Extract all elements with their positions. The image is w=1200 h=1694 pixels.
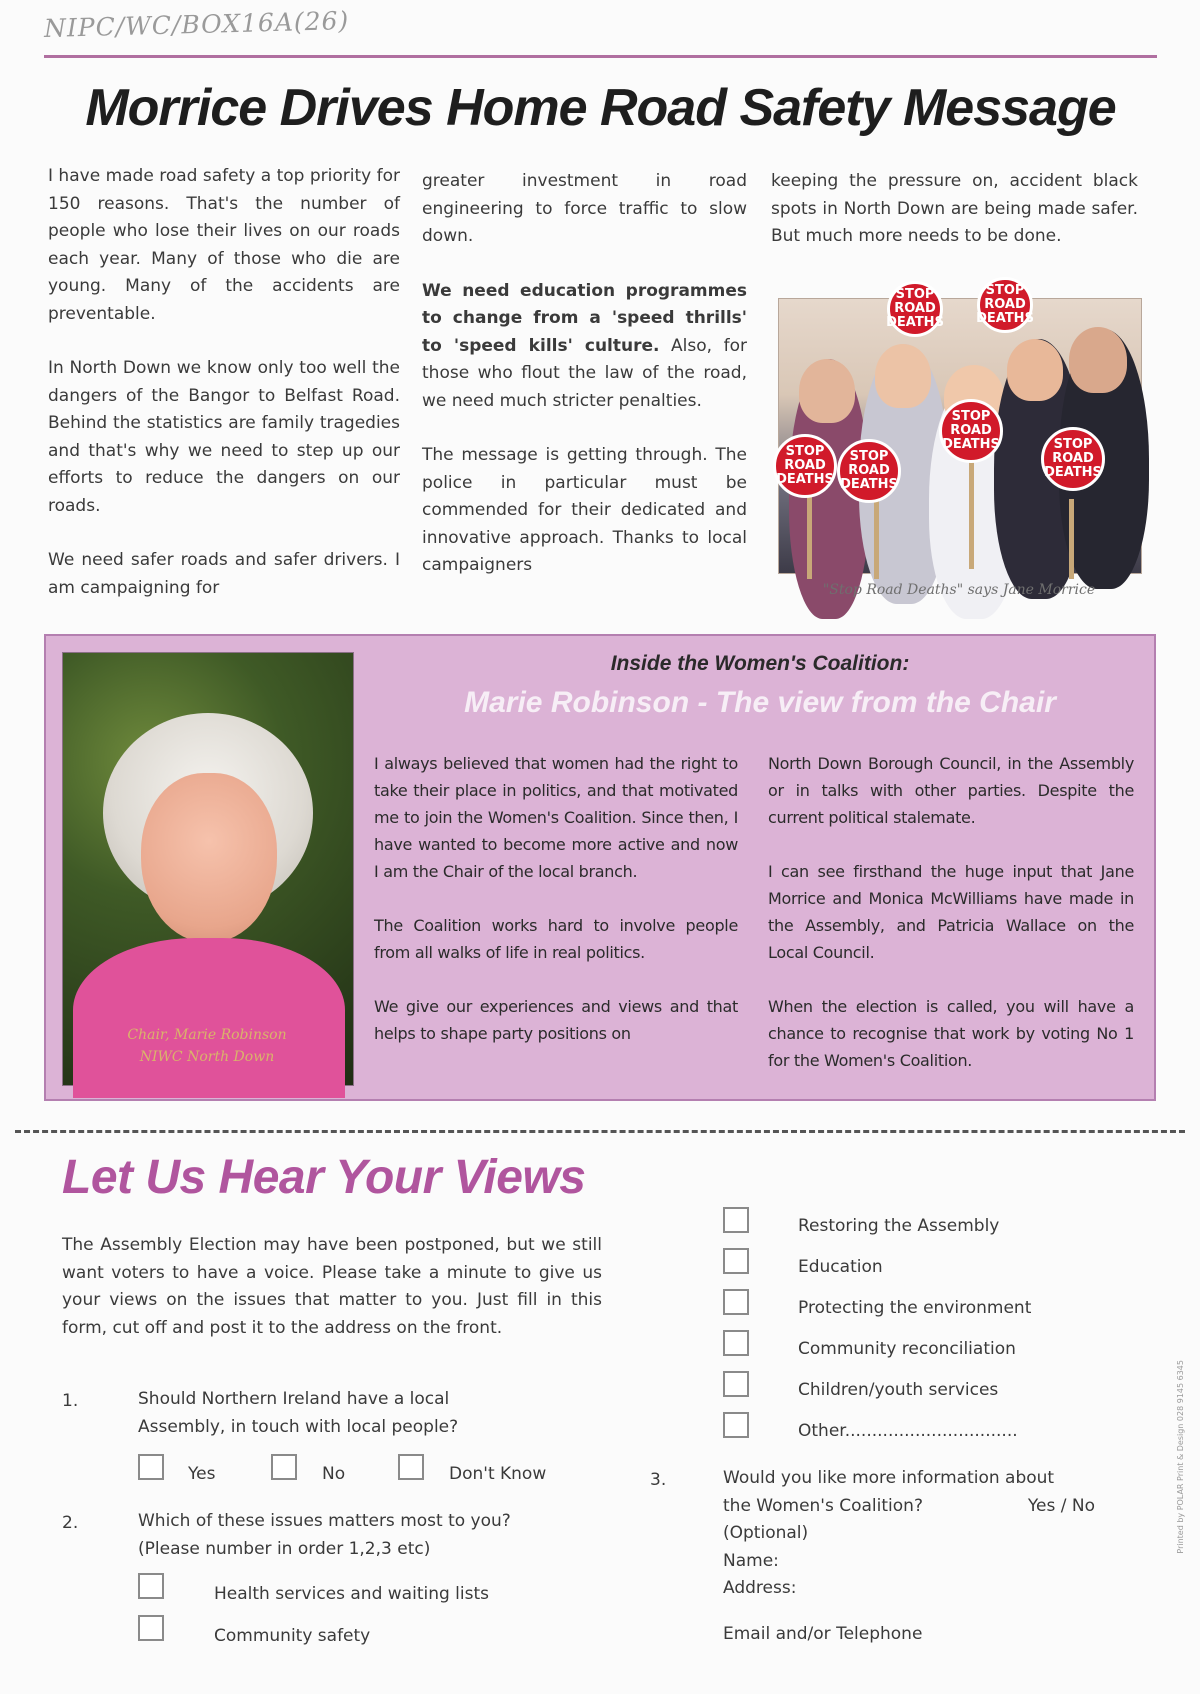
feature-paragraph: We give our experiences and views and that helps to shape party positions on bbox=[374, 997, 738, 1043]
portrait-caption bbox=[62, 1024, 352, 1068]
article-column-3 bbox=[771, 168, 1138, 278]
issue-label: Community reconciliation bbox=[798, 1339, 1016, 1359]
question-3 bbox=[723, 1465, 1123, 1603]
feature-paragraph: I always believed that women had the right to take their place in politics, and that motivated me to join the Women's Coalition. Since then, I have wanted to become more active and now I am the Chair of the local branch. bbox=[374, 754, 738, 881]
checkbox-children-youth[interactable] bbox=[723, 1371, 749, 1397]
address-field-label: Address: bbox=[723, 1578, 797, 1598]
stop-sign: STOP ROAD DEATHS bbox=[837, 439, 901, 503]
stop-sign: STOP ROAD DEATHS bbox=[939, 399, 1003, 463]
checkbox-no[interactable] bbox=[271, 1454, 297, 1480]
stop-sign: STOP ROAD DEATHS bbox=[1041, 427, 1105, 491]
question-text: Should Northern Ireland have a local bbox=[138, 1389, 450, 1409]
stop-sign: STOP ROAD DEATHS bbox=[977, 277, 1033, 333]
portrait-photo bbox=[62, 652, 354, 1086]
photo-caption: "Stop Road Deaths" says Jane Morrice bbox=[822, 582, 1096, 598]
option-label: Don't Know bbox=[449, 1464, 547, 1484]
checkbox-restoring-assembly[interactable] bbox=[723, 1207, 749, 1233]
question-text: Would you like more information about bbox=[723, 1468, 1055, 1488]
checkbox-health[interactable] bbox=[138, 1573, 164, 1599]
checkbox-reconciliation[interactable] bbox=[723, 1330, 749, 1356]
issue-label: Children/youth services bbox=[798, 1380, 999, 1400]
yes-no-choice[interactable]: Yes / No bbox=[1027, 1495, 1095, 1516]
question-number: 3. bbox=[650, 1470, 667, 1490]
feature-column-1 bbox=[374, 750, 738, 1074]
checkbox-dont-know[interactable] bbox=[398, 1454, 424, 1480]
contact-field-label: Email and/or Telephone bbox=[723, 1624, 923, 1644]
feature-paragraph: North Down Borough Council, in the Assembly or in talks with other parties. Despite the current political stalemate. bbox=[768, 754, 1134, 827]
article-paragraph: In North Down we know only too well the dangers of the Bangor to Belfast Road. Behind the statistics are family tragedies and that's why we need to step up our efforts to reduce the dangers on our roads. bbox=[48, 358, 400, 516]
checkbox-community-safety[interactable] bbox=[138, 1615, 164, 1641]
article-paragraph: The message is getting through. The police in particular must be commended for their dedicated and innovative approach. Thanks to local campaigners bbox=[422, 445, 747, 575]
question-number: 1. bbox=[62, 1391, 79, 1411]
question-number: 2. bbox=[62, 1513, 79, 1533]
form-title: Let Us Hear Your Views bbox=[62, 1151, 586, 1204]
headline: Morrice Drives Home Road Safety Message bbox=[85, 79, 1116, 137]
article-column-1 bbox=[48, 163, 400, 629]
option-label: Yes bbox=[188, 1464, 216, 1484]
feature-paragraph: When the election is called, you will have a chance to recognise that work by voting No 1 for the Women's Coalition. bbox=[768, 997, 1134, 1070]
feature-column-2 bbox=[768, 750, 1134, 1101]
stop-sign: STOP ROAD DEATHS bbox=[773, 434, 837, 498]
article-column-2 bbox=[422, 168, 747, 607]
issue-label: Education bbox=[798, 1257, 883, 1277]
name-field-label: Name: bbox=[723, 1550, 779, 1571]
option-label: No bbox=[322, 1464, 346, 1484]
issue-label: Protecting the environment bbox=[798, 1298, 1032, 1318]
archive-reference: NIPC/WC/BOX16A(26) bbox=[43, 6, 350, 43]
article-text: Also, for those who flout the law of the road, we need much stricter penalties. bbox=[422, 335, 747, 411]
issue-label: Community safety bbox=[214, 1626, 371, 1646]
form-intro: The Assembly Election may have been postponed, but we still want voters to have a voice. Please take a minute to give us your views on the issues that matter to you. Just fill in this form, cut off and post it to the address on the front. bbox=[62, 1235, 602, 1338]
article-paragraph: We need safer roads and safer drivers. I am campaigning for bbox=[48, 550, 400, 598]
article-bold-text: We need education programmes to change from a 'speed thrills' to 'speed kills' culture. bbox=[422, 280, 747, 356]
issue-label: Restoring the Assembly bbox=[798, 1216, 1000, 1236]
stop-sign: STOP ROAD DEATHS bbox=[887, 281, 943, 337]
question-2 bbox=[138, 1508, 511, 1563]
article-paragraph: keeping the pressure on, accident black spots in North Down are being made safer. But much more needs to be done. bbox=[771, 171, 1138, 246]
optional-label: (Optional) bbox=[723, 1523, 809, 1543]
article-paragraph: I have made road safety a top priority for 150 reasons. That's the number of people who lose their lives on our roads each year. Many of those who die are young. Many of the accidents are preventable. bbox=[48, 166, 400, 324]
feature-kicker: Inside the Women's Coalition: bbox=[610, 652, 910, 675]
print-credit: Printed by POLAR Print & Design 028 9145 6345 bbox=[1176, 1360, 1185, 1554]
issue-label: Health services and waiting lists bbox=[214, 1584, 489, 1604]
article-paragraph bbox=[422, 278, 747, 416]
portrait-caption-line: NIWC North Down bbox=[139, 1049, 275, 1065]
checkbox-other[interactable] bbox=[723, 1412, 749, 1438]
question-text: (Please number in order 1,2,3 etc) bbox=[138, 1538, 431, 1559]
feature-paragraph: I can see firsthand the huge input that Jane Morrice and Monica McWilliams have made in the Assembly, and Patricia Wallace on the Local Council. bbox=[768, 862, 1134, 962]
question-text: Which of these issues matters most to you? bbox=[138, 1511, 511, 1531]
question-text: Assembly, in touch with local people? bbox=[138, 1416, 459, 1437]
cut-line bbox=[15, 1130, 1185, 1133]
issue-label: Other................................ bbox=[798, 1421, 1018, 1441]
feature-paragraph: The Coalition works hard to involve people from all walks of life in real politics. bbox=[374, 916, 738, 962]
checkbox-education[interactable] bbox=[723, 1248, 749, 1274]
article-paragraph: greater investment in road engineering to force traffic to slow down. bbox=[422, 171, 747, 246]
campaign-photo bbox=[776, 283, 1142, 574]
question-1 bbox=[138, 1386, 458, 1441]
feature-title: Marie Robinson - The view from the Chair bbox=[464, 686, 1056, 719]
question-text: the Women's Coalition? bbox=[723, 1495, 923, 1516]
portrait-caption-line: Chair, Marie Robinson bbox=[127, 1027, 287, 1043]
top-rule bbox=[44, 55, 1157, 58]
checkbox-yes[interactable] bbox=[138, 1454, 164, 1480]
checkbox-environment[interactable] bbox=[723, 1289, 749, 1315]
